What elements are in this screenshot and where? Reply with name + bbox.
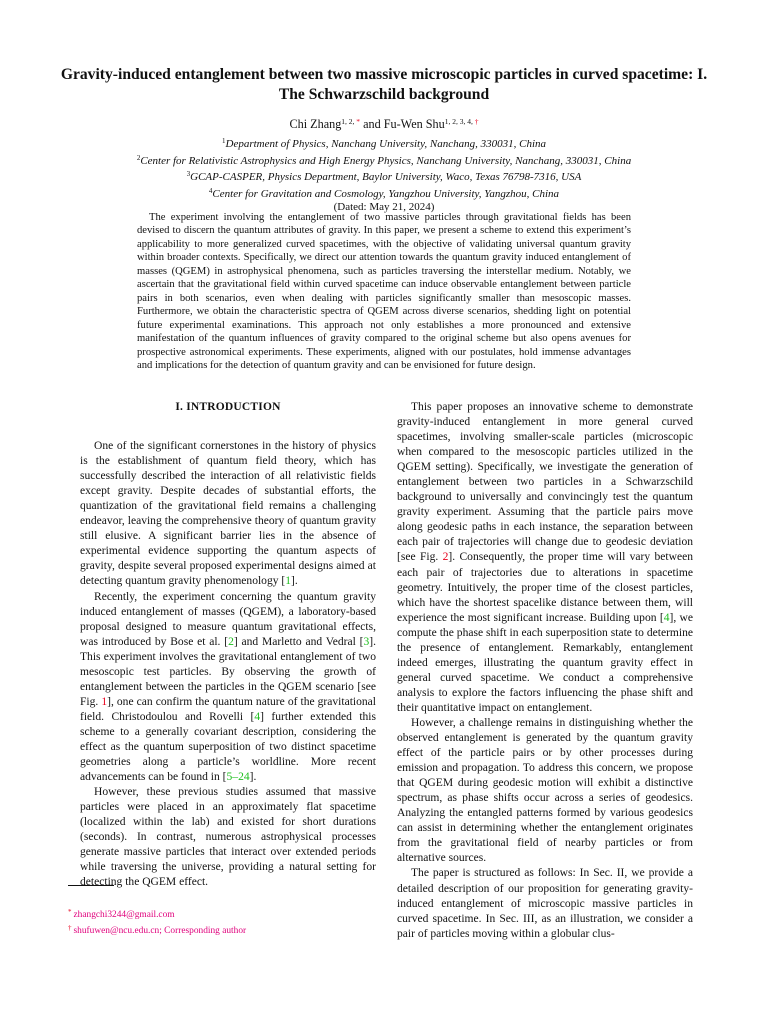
author-name: Chi Zhang [289, 117, 342, 131]
affiliation-item: $^2$Center for Relativistic Astrophysics and High Energy Physics, Nanchang University, Nanchang, 330031, China [136, 153, 632, 167]
affiliation-item: $^4$Center for Gravitation and Cosmology, Yangzhou University, Yangzhou, China [208, 186, 560, 200]
affiliations [60, 135, 708, 215]
affiliation-item: $^3$GCAP-CASPER, Physics Department, Baylor University, Waco, Texas 76798-7316, USA [186, 170, 582, 184]
author-footnote-mark[interactable]: * [356, 117, 361, 126]
title-line-1: Gravity-induced entanglement between two massive microscopic particles in curved spacetime: I. [60, 66, 708, 83]
citation-link[interactable]: 1 [285, 575, 292, 588]
date-line: (Dated: May 21, 2024) [333, 201, 435, 214]
citation-link[interactable]: 4 [663, 611, 670, 624]
footnote-email[interactable]: * zhangchi3244@gmail.com [68, 908, 175, 920]
footnote-email[interactable]: † shufuwen@ncu.edu.cn; Corresponding author [68, 924, 247, 936]
author-line [60, 114, 708, 132]
citation-link[interactable]: 3 [363, 635, 370, 648]
affiliation-item: $^1$Department of Physics, Nanchang University, Nanchang, 330031, China [222, 137, 546, 150]
right-column [397, 400, 693, 942]
section-heading: I. INTRODUCTION [175, 401, 281, 413]
abstract: The experiment involving the entanglement of two massive particles through gravitational fields has been devised to discern the quantum attributes of gravity. In this paper, we present a scheme to extend this experiment’s applicability to more generalized curved spacetimes, with the objective of validating universal quantum gravity within broader contexts. Specifically, we direct our attention towards the quantum gravity induced entanglement of masses (QGEM) in astrophysical phenomena, such as particles traversing the interstellar medium. Notably, we ascertain that the gravitational field within curved spacetime can induce observable entanglement between particle pairs in both scenarios, even when dealing with particles significantly smaller than mesoscopic masses. Furthermore, we obtain the characteristic spectra of QGEM across diverse scenarios, shedding light on potential future experimental examinations. This approach not only establishes a more pronounced and extensive manifestation of the quantum influences of gravity compared to the original scheme but also opens avenues for prospective astronomical experiments. These experiments, aligned with our postulates, hold immense advantages and implications for the detection of quantum gravity and can be envisioned for future design. [137, 212, 631, 371]
author-affil-numbers: 1, 2, * [341, 117, 361, 126]
author-name: Fu-Wen Shu [383, 117, 445, 131]
left-column [80, 400, 376, 890]
title-line-2: The Schwarzschild background [278, 86, 490, 103]
citation-link[interactable]: 4 [254, 710, 261, 723]
author-footnote-mark[interactable]: † [474, 117, 479, 126]
body-paragraph: However, these previous studies assumed that massive particles were placed in an approximately flat spacetime (localized within the lab) and existed for short durations (seconds). In contrast, numerous astrophysical processes generate massive particles that interact over extended periods while traversing the universe, providing a natural setting for detecting the QGEM effect. [80, 786, 376, 889]
body-paragraph: However, a challenge remains in distinguishing whether the observed entanglement is generated by the quantum gravity effect of the particle pairs or by other processes during emission and propagation. To address this concern, we propose that QGEM during geodesic motion will exhibit a distinctive spectrum, as phase shifts occur across a series of geodesics. Analyzing the entangled patterns formed by various geodesics can assist in determining whether the entanglement originates from the gravitational field of nearby particles or from alternative sources. [397, 716, 693, 865]
citation-link[interactable]: 2 [228, 635, 234, 648]
body-paragraph: Recently, the experiment concerning the quantum gravity induced entanglement of masses (QGEM), a laboratory-based proposal designed to measure quantum gravitational effects, was introduced by Bose et al. [2] and Marletto and Vedral [3]. This experiment involves the gravitational entanglement of two mesoscopic test particles. By observing the growth of entanglement between the particles in the QGEM scenario [see Fig. 1], one can confirm the quantum nature of the gravitational field. Christodoulou and Rovelli [4] further extended this scheme to a generally covariant description, considering the effect as the quantum superposition of two distinct spacetime geometries along a particle’s worldline. More recent advancements can be found in [5–24]. [80, 590, 377, 784]
citation-link[interactable]: 5–24 [226, 771, 250, 784]
figure-link[interactable]: 2 [442, 551, 449, 564]
footnotes [68, 906, 246, 938]
body-paragraph: This paper proposes an innovative scheme to demonstrate gravity-induced entanglement in more general curved spacetimes, involving smaller-scale particles (microscopic when compared to the mesoscopic particles utilized in the QGEM setting). Specifically, we investigate the generation of entanglement between two particles in a Schwarzschild background to universally and convincingly test the quantum gravity experiment. Assuming that the particle pairs move along geodesic paths in each instance, the separation between each pair of trajectories will change due to geodesic deviation [see Fig. 2]. Consequently, the proper time will vary between each pair of trajectories due to alterations in spacetime geometry. Intuitively, the proper time of the closest particles, which have the shortest spacelike distance between them, will experience the most significant increase. Building upon [4], we compute the phase shift in each superposition state to determine the presence of entanglement. Remarkably, entanglement indeed emerges, illustrating the quantum gravity effect in general curved spacetime. We conduct a comprehensive analysis to explore the factors influencing the phase shift and their quantitative impact on entanglement. [397, 401, 694, 714]
author-affil-numbers: 1, 2, 3, 4, † [444, 117, 479, 126]
footnote-divider [68, 885, 114, 886]
author-conjunction: and [360, 117, 384, 131]
body-paragraph: One of the significant cornerstones in the history of physics is the establishment of quantum field theory, which has successfully described the interaction of all relativistic fields except gravity. Despite decades of substantial efforts, the quantization of the gravitational field remains a challenging endeavor, leaving the comprehensive theory of quantum gravity still elusive. A significant barrier lies in the absence of experimental evidence supporting the quantum aspects of gravity, despite several proposed experimental designs aimed at detecting quantum gravity phenomenology [1]. [80, 440, 376, 588]
body-paragraph: The paper is structured as follows: In Sec. II, we provide a detailed description of our proposition for generating gravity-induced entanglement of microscopic massive particles in curved spacetime. In Sec. III, as an illustration, we consider a pair of particles moving within a globular clus- [397, 867, 693, 940]
figure-link[interactable]: 1 [101, 695, 108, 708]
paper-title [60, 65, 708, 105]
